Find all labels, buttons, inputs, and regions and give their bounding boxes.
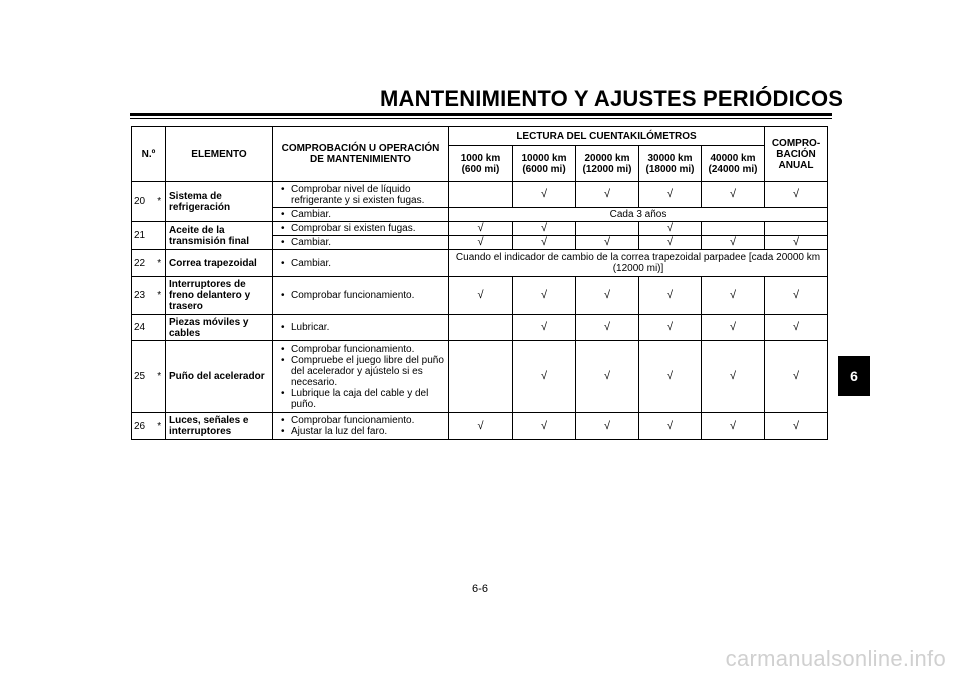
row-item: Aceite de la transmisión final bbox=[166, 222, 273, 250]
row-operation: • Comprobar funcionamiento. • Ajustar la luz del faro. bbox=[273, 413, 449, 440]
row-interval-text: Cada 3 años bbox=[449, 208, 828, 222]
check-cell: √ bbox=[513, 413, 576, 440]
table-row bbox=[132, 222, 828, 236]
row-star: * bbox=[154, 413, 166, 440]
row-item: Puño del acelerador bbox=[166, 341, 273, 413]
check-cell: √ bbox=[702, 413, 765, 440]
check-cell: √ bbox=[639, 413, 702, 440]
row-item: Luces, señales e interruptores bbox=[166, 413, 273, 440]
header-operation: COMPROBACIÓN U OPERACIÓN DE MANTENIMIENTO bbox=[273, 127, 449, 182]
check-cell bbox=[765, 222, 828, 236]
check-cell: √ bbox=[513, 341, 576, 413]
check-cell bbox=[702, 222, 765, 236]
check-cell: √ bbox=[576, 341, 639, 413]
row-number: 26 bbox=[132, 413, 154, 440]
check-cell: √ bbox=[639, 182, 702, 208]
check-cell: √ bbox=[576, 236, 639, 250]
row-operation: • Comprobar si existen fugas. bbox=[273, 222, 449, 236]
row-number: 23 bbox=[132, 277, 154, 315]
table-row bbox=[132, 250, 828, 277]
header-item: ELEMENTO bbox=[166, 127, 273, 182]
check-cell bbox=[449, 341, 513, 413]
header-odometer: LECTURA DEL CUENTAKILÓMETROS bbox=[449, 127, 765, 146]
row-item: Piezas móviles y cables bbox=[166, 315, 273, 341]
page-title: MANTENIMIENTO Y AJUSTES PERIÓDICOS bbox=[380, 86, 844, 111]
row-operation: • Comprobar funcionamiento. • Compruebe el juego libre del puño del acelerador y ajústelo si es necesario. • Lubrique la caja del cable y del puño. bbox=[273, 341, 449, 413]
check-cell: √ bbox=[639, 222, 702, 236]
check-cell: √ bbox=[576, 277, 639, 315]
check-cell: √ bbox=[702, 182, 765, 208]
check-cell: √ bbox=[576, 315, 639, 341]
check-cell: √ bbox=[513, 315, 576, 341]
check-cell bbox=[576, 222, 639, 236]
table-row bbox=[132, 182, 828, 208]
row-operation: • Comprobar nivel de líquido refrigerante y si existen fugas. bbox=[273, 182, 449, 208]
row-operation: • Comprobar funcionamiento. bbox=[273, 277, 449, 315]
page-number: 6-6 bbox=[472, 583, 488, 595]
check-cell: √ bbox=[513, 182, 576, 208]
row-operation: • Lubricar. bbox=[273, 315, 449, 341]
row-star: * bbox=[154, 341, 166, 413]
table-row bbox=[132, 277, 828, 315]
check-cell: √ bbox=[513, 236, 576, 250]
row-item: Correa trapezoidal bbox=[166, 250, 273, 277]
check-cell: √ bbox=[449, 413, 513, 440]
row-operation: • Cambiar. bbox=[273, 208, 449, 222]
row-number: 24 bbox=[132, 315, 154, 341]
row-number: 21 bbox=[132, 222, 154, 250]
check-cell: √ bbox=[513, 277, 576, 315]
check-cell: √ bbox=[639, 315, 702, 341]
check-cell: √ bbox=[639, 341, 702, 413]
row-number: 20 bbox=[132, 182, 154, 222]
check-cell: √ bbox=[639, 236, 702, 250]
row-interval-text: Cuando el indicador de cambio de la correa trapezoidal parpadee [cada 20000 km (12000 mi)] bbox=[449, 250, 828, 277]
check-cell: √ bbox=[702, 341, 765, 413]
header-km-20000: 20000 km (12000 mi) bbox=[576, 146, 639, 182]
header-num: N.º bbox=[132, 127, 166, 182]
row-number: 25 bbox=[132, 341, 154, 413]
row-number: 22 bbox=[132, 250, 154, 277]
row-item: Interruptores de freno delantero y trasero bbox=[166, 277, 273, 315]
check-cell: √ bbox=[765, 341, 828, 413]
check-cell bbox=[449, 182, 513, 208]
row-star: * bbox=[154, 277, 166, 315]
header-annual: COMPRO-BACIÓN ANUAL bbox=[765, 127, 828, 182]
check-cell: √ bbox=[765, 413, 828, 440]
table-row bbox=[132, 315, 828, 341]
row-star: * bbox=[154, 182, 166, 222]
header-km-1000: 1000 km (600 mi) bbox=[449, 146, 513, 182]
row-star bbox=[154, 222, 166, 250]
table-row bbox=[132, 341, 828, 413]
check-cell: √ bbox=[639, 277, 702, 315]
check-cell: √ bbox=[449, 277, 513, 315]
row-operation: • Cambiar. bbox=[273, 250, 449, 277]
check-cell: √ bbox=[702, 315, 765, 341]
watermark: carmanualsonline.info bbox=[725, 646, 946, 671]
check-cell bbox=[449, 315, 513, 341]
check-cell: √ bbox=[765, 315, 828, 341]
check-cell: √ bbox=[702, 236, 765, 250]
check-cell: √ bbox=[449, 222, 513, 236]
header-km-30000: 30000 km (18000 mi) bbox=[639, 146, 702, 182]
check-cell: √ bbox=[576, 182, 639, 208]
check-cell: √ bbox=[449, 236, 513, 250]
check-cell: √ bbox=[765, 182, 828, 208]
maintenance-table bbox=[131, 126, 828, 440]
check-cell: √ bbox=[702, 277, 765, 315]
header-rule-thin bbox=[130, 118, 832, 119]
check-cell: √ bbox=[765, 277, 828, 315]
header-rule-thick bbox=[130, 113, 832, 116]
row-operation: • Cambiar. bbox=[273, 236, 449, 250]
table-row bbox=[132, 413, 828, 440]
check-cell: √ bbox=[513, 222, 576, 236]
check-cell: √ bbox=[576, 413, 639, 440]
check-cell: √ bbox=[765, 236, 828, 250]
row-star: * bbox=[154, 250, 166, 277]
row-star bbox=[154, 315, 166, 341]
header-km-40000: 40000 km (24000 mi) bbox=[702, 146, 765, 182]
header-km-10000: 10000 km (6000 mi) bbox=[513, 146, 576, 182]
chapter-tab: 6 bbox=[838, 356, 870, 396]
row-item: Sistema de refrigeración bbox=[166, 182, 273, 222]
